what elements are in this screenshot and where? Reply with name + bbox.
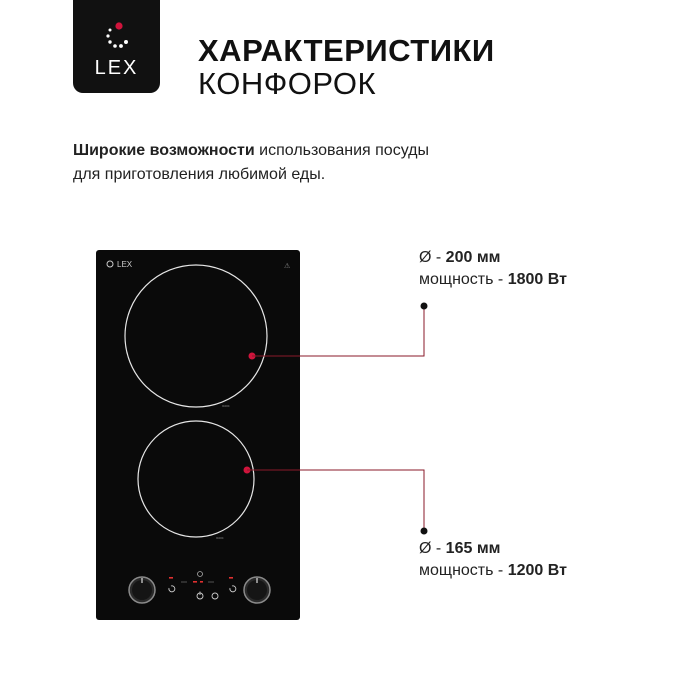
burner-large-mark: ⊙⊙⊙	[222, 404, 230, 408]
indicator-lights	[169, 577, 233, 583]
burner-small-callout-dot	[421, 528, 428, 535]
burner-large-callout-dot	[421, 303, 428, 310]
lead-rest: использования посуды	[254, 142, 430, 159]
logo-dots-icon	[73, 0, 160, 60]
burner-small-mark: ⊙⊙⊙	[216, 536, 224, 540]
hot-warning-icon: ⚠	[284, 263, 291, 270]
lock-icon[interactable]	[198, 572, 203, 577]
lead-line2: для приготовления любимой еды.	[73, 166, 326, 183]
power-label: мощность -	[419, 562, 508, 579]
diameter-value: 200 мм	[445, 249, 501, 266]
power-value: 1200 Вт	[507, 562, 567, 579]
cooktop-image	[96, 250, 300, 620]
cooktop-drawing	[96, 250, 300, 620]
diameter-label: Ø -	[419, 249, 446, 266]
knob-left[interactable]	[129, 577, 155, 603]
cooktop-logo-icon	[107, 261, 113, 267]
power-value: 1800 Вт	[507, 271, 567, 288]
burner-large	[125, 265, 267, 407]
knob-right[interactable]	[244, 577, 270, 603]
lead-paragraph	[73, 139, 533, 187]
lead-bold: Широкие возможности	[73, 142, 255, 159]
brand-logo	[73, 0, 160, 93]
timer-icon[interactable]	[212, 593, 218, 599]
power-icon[interactable]	[197, 592, 203, 600]
cooktop-brand: LEX	[117, 260, 133, 269]
logo-text: LEX	[94, 57, 139, 79]
burner-left-select-icon[interactable]	[169, 586, 175, 592]
burner-right-select-icon[interactable]	[230, 586, 236, 592]
burner-large-spec	[419, 247, 567, 291]
burner-small	[138, 421, 254, 537]
page-title: ХАРАКТЕРИСТИКИ	[198, 33, 495, 68]
diameter-label: Ø -	[419, 540, 446, 557]
burner-small-spec	[419, 538, 567, 582]
page-subtitle: КОНФОРОК	[198, 66, 377, 101]
power-label: мощность -	[419, 271, 508, 288]
diameter-value: 165 мм	[445, 540, 501, 557]
